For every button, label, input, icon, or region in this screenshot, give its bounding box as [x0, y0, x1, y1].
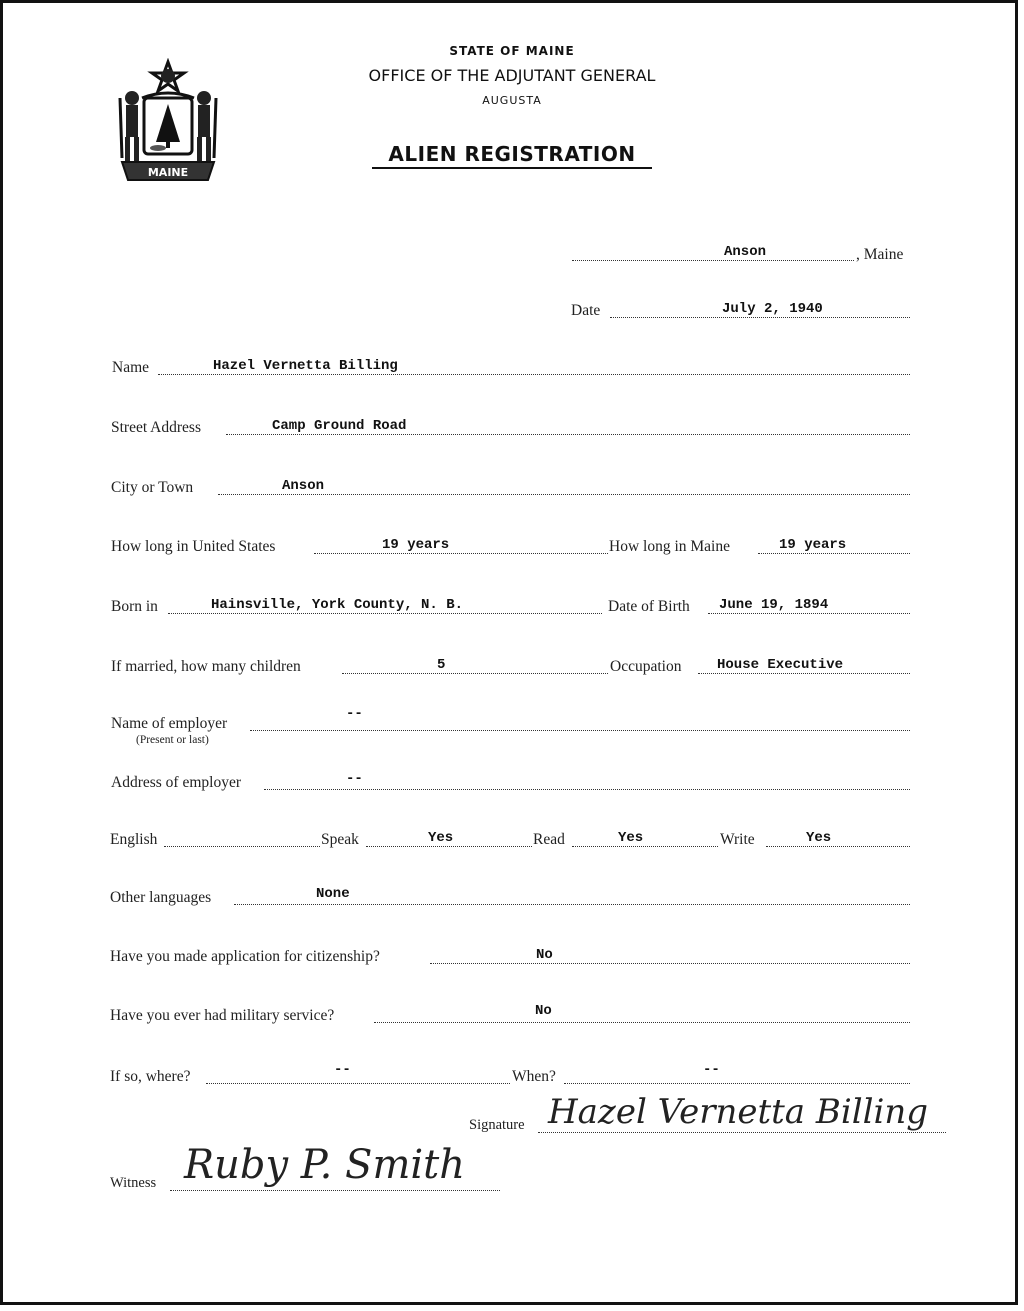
- military-label: Have you ever had military service?: [110, 1007, 335, 1024]
- employer-address-line: [264, 789, 910, 790]
- when-label: When?: [512, 1068, 556, 1085]
- write-label: Write: [720, 831, 755, 848]
- maine-years-line: [758, 553, 910, 554]
- employer-value: --: [346, 706, 363, 722]
- signature-line: [538, 1132, 946, 1133]
- date-line: [610, 317, 910, 318]
- citizenship-value: No: [536, 947, 553, 963]
- signature-label: Signature: [469, 1117, 525, 1133]
- witness-label: Witness: [110, 1175, 157, 1191]
- read-line: [572, 846, 718, 847]
- other-languages-value: None: [316, 886, 350, 902]
- us-years-value: 19 years: [382, 537, 450, 553]
- citizenship-label: Have you made application for citizenship?: [110, 948, 380, 965]
- street-value: Camp Ground Road: [272, 418, 407, 434]
- street-label: Street Address: [111, 419, 201, 436]
- name-line: [158, 374, 910, 375]
- city-heading: AUGUSTA: [482, 94, 542, 107]
- place-line: [572, 260, 854, 261]
- speak-value: Yes: [428, 830, 454, 846]
- write-line: [766, 846, 910, 847]
- where-line: [206, 1083, 510, 1084]
- witness-line: [170, 1190, 500, 1191]
- employer-sublabel: (Present or last): [136, 734, 209, 746]
- maine-years-label: How long in Maine: [609, 538, 730, 555]
- where-value: --: [334, 1062, 351, 1078]
- children-label: If married, how many children: [111, 658, 301, 675]
- english-label: English: [110, 831, 158, 848]
- dob-value: June 19, 1894: [719, 597, 829, 613]
- name-label: Name: [112, 359, 150, 376]
- when-value: --: [703, 1062, 720, 1078]
- dob-line: [708, 613, 910, 614]
- read-label: Read: [533, 831, 565, 848]
- date-label: Date: [571, 302, 601, 319]
- us-years-line: [314, 553, 608, 554]
- place-value: Anson: [724, 244, 767, 260]
- witness-value: Ruby P. Smith: [184, 1142, 465, 1188]
- born-in-line: [168, 613, 602, 614]
- occupation-label: Occupation: [610, 658, 682, 675]
- citizenship-line: [430, 963, 910, 964]
- speak-line: [366, 846, 532, 847]
- children-line: [342, 673, 608, 674]
- when-line: [564, 1083, 910, 1084]
- employer-address-value: --: [346, 771, 363, 787]
- state-heading: STATE OF MAINE: [449, 44, 575, 58]
- employer-address-label: Address of employer: [111, 774, 241, 791]
- city-value: Anson: [282, 478, 325, 494]
- street-line: [226, 434, 910, 435]
- us-years-label: How long in United States: [111, 538, 276, 555]
- place-suffix: , Maine: [856, 246, 904, 263]
- children-value: 5: [437, 657, 446, 673]
- other-languages-label: Other languages: [110, 889, 212, 906]
- write-value: Yes: [806, 830, 832, 846]
- where-label: If so, where?: [110, 1068, 191, 1085]
- military-value: No: [535, 1003, 552, 1019]
- name-value: Hazel Vernetta Billing: [213, 358, 398, 374]
- page-title: ALIEN REGISTRATION: [372, 142, 652, 169]
- born-in-value: Hainsville, York County, N. B.: [211, 597, 464, 613]
- maine-seal-icon: [112, 58, 224, 184]
- maine-years-value: 19 years: [779, 537, 847, 553]
- speak-label: Speak: [321, 831, 359, 848]
- other-languages-line: [234, 904, 910, 905]
- dob-label: Date of Birth: [608, 598, 690, 615]
- employer-line: [250, 730, 910, 731]
- military-line: [374, 1022, 910, 1023]
- city-line: [218, 494, 910, 495]
- date-value: July 2, 1940: [722, 301, 823, 317]
- read-value: Yes: [618, 830, 644, 846]
- occupation-line: [698, 673, 910, 674]
- occupation-value: House Executive: [717, 657, 844, 673]
- signature-value: Hazel Vernetta Billing: [548, 1092, 929, 1132]
- born-in-label: Born in: [111, 598, 158, 615]
- office-heading: OFFICE OF THE ADJUTANT GENERAL: [368, 66, 656, 85]
- english-line: [164, 846, 320, 847]
- city-label: City or Town: [111, 479, 194, 496]
- employer-label: Name of employer: [111, 715, 228, 732]
- seal-scroll-text: MAINE: [147, 166, 189, 179]
